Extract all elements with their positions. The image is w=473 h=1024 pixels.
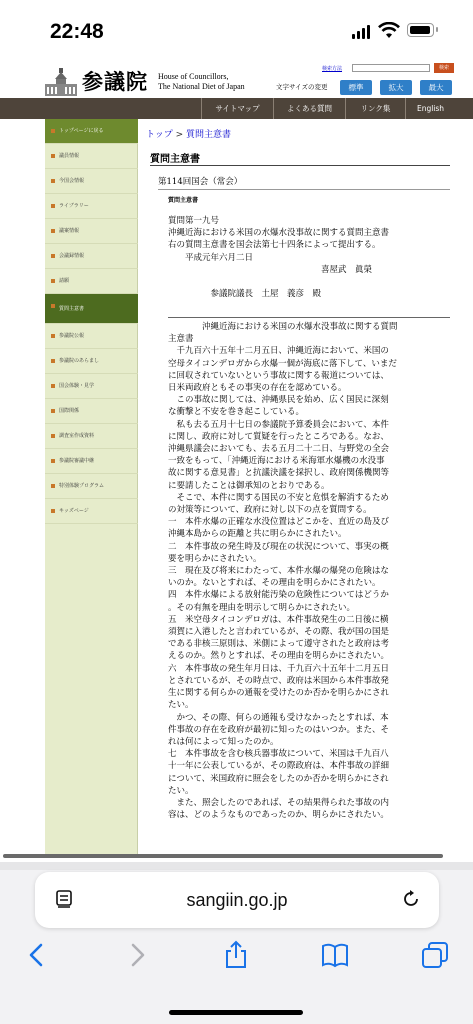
text-line: 質問第一九号 (168, 216, 220, 226)
sidebar-item-session[interactable]: 今国会情報 (45, 169, 138, 194)
document-subhead: 質問主意書 (168, 197, 199, 204)
breadcrumb (146, 127, 231, 140)
sidebar (45, 119, 138, 857)
sidebar-item-bills[interactable]: 議案情報 (45, 219, 138, 244)
diet-building-icon (44, 68, 78, 98)
text-line: とされているが、その時点で、政府は米国から本件事故発 (168, 675, 389, 686)
text-line: 沖縄近海における米国の水爆水没事故に関する質問 (168, 322, 398, 332)
breadcrumb-current[interactable]: 質問主意書 (186, 130, 232, 140)
nav-sitemap[interactable]: サイトマップ (201, 98, 273, 119)
text-line: えるのか。然りとすれば、その理由を明らかにされたい。 (168, 651, 390, 662)
text-line: 千九百六十五年十二月五日、沖縄近海において、米国の (168, 346, 389, 357)
sidebar-item-petitions[interactable]: 請願 (45, 269, 138, 294)
status-bar (0, 0, 473, 60)
text-line: 件事故の存在を政府が最初に知ったのはいつか。また、そ (168, 724, 390, 735)
session-heading: 第114回国会（常会） (158, 177, 243, 187)
bookmarks-icon[interactable] (320, 940, 350, 970)
search-input[interactable] (352, 64, 430, 72)
text-line: 一 本件水爆の正確な水没位置はどこかを、直近の島及び (168, 517, 390, 528)
share-icon[interactable] (221, 940, 251, 970)
text-line: たい。 (168, 785, 194, 796)
main-content (138, 119, 456, 857)
reload-icon[interactable] (401, 889, 421, 909)
text-line: 三 現在及び将来にわたって、本件水爆の爆発の危険はな (168, 566, 389, 577)
font-size-standard-button[interactable]: 標準 (340, 80, 372, 95)
font-size-large-button[interactable]: 拡大 (380, 80, 412, 95)
battery-icon (407, 23, 434, 37)
text-line: な衝撃と不安を巻き起こしている。 (168, 407, 305, 418)
nav-faq[interactable]: よくある質問 (273, 98, 345, 119)
text-line: 故に関する意見書」と抗議決議を採択し、政府関係機関等 (168, 468, 390, 479)
tab-peek (0, 862, 473, 870)
text-line: 五 米空母タイコンデロガは、本件事故発生の二日後に横 (168, 614, 389, 625)
logo-english-line1: House of Councillors, (158, 72, 229, 81)
text-line: 主意書 (168, 334, 194, 345)
text-line: について、米国政府に照会をしたのか否かを明らかにされ (168, 773, 389, 784)
session-divider (158, 189, 450, 190)
sidebar-item-broadcast[interactable]: 参議院審議中継 (45, 449, 138, 474)
text-line: 。その有無を理由を明示して明らかにされたい。 (168, 602, 356, 613)
text-line: 生に関する何らかの通報を受けたのか否かを明らかにされ (168, 688, 390, 699)
text-line: に回収されていないという事故に関する報道については、 (168, 370, 389, 381)
text-line: 右の質問主意書を国会法第七十四条によって提出する。 (168, 240, 381, 251)
sidebar-item-visit[interactable]: 国会体験・見学 (45, 374, 138, 399)
text-line: 喜屋武 眞榮 (168, 264, 373, 275)
horizontal-scrollbar[interactable] (3, 854, 443, 858)
logo-english[interactable] (158, 72, 245, 92)
text-line: 沖縄本島からの距離と共に明らかにされたい。 (168, 529, 347, 540)
forward-icon[interactable] (122, 940, 152, 970)
text-line: 須賀に入港したと言われているが、その際、我が国の国是 (168, 627, 390, 638)
logo-kanji[interactable]: 参議院 (82, 69, 148, 94)
text-line: に要請したことは御承知のとおりである。 (168, 480, 330, 491)
breadcrumb-top-link[interactable]: トップ (146, 130, 173, 140)
document-body (168, 321, 450, 821)
address-bar[interactable] (35, 872, 439, 928)
text-line: 要を明らかにされたい。 (168, 553, 262, 564)
page-title: 質問主意書 (150, 154, 200, 165)
text-line: 一致をもって、「沖縄近海における米海軍水爆機の水没事 (168, 456, 385, 467)
text-line: また、照会したのであれば、その結果得られた事故の内 (168, 797, 390, 808)
text-line: 二 本件事故の発生時及び現在の状況について、事実の概 (168, 541, 389, 552)
text-line: 容は、どのようなものであったのか、明らかにされたい。 (168, 810, 389, 821)
back-icon[interactable] (22, 940, 52, 970)
text-line: 六 本件事故の発生年月日は、千九百六十五年十二月五日 (168, 663, 390, 674)
text-line: 十一年に公表しているが、その際政府は、本件事故の詳細 (168, 761, 390, 772)
text-line: れは何によって知ったのか。 (168, 736, 279, 747)
site-header (0, 60, 473, 98)
text-line: この事故に関しては、沖縄県民を始め、広く国民に深刻 (168, 395, 389, 406)
sidebar-item-top[interactable]: トップページに戻る (45, 119, 138, 144)
sidebar-item-bulletin[interactable]: 参議院公報 (45, 324, 138, 349)
sidebar-item-questions[interactable]: 質問主意書 (45, 294, 138, 324)
font-size-label: 文字サイズの変更 (276, 83, 328, 91)
browser-toolbar (0, 862, 473, 1024)
tabs-icon[interactable] (420, 940, 450, 970)
nav-links[interactable]: リンク集 (345, 98, 405, 119)
sidebar-item-international[interactable]: 国際関係 (45, 399, 138, 424)
sidebar-item-kids[interactable]: キッズページ (45, 499, 138, 524)
text-line: 沖縄近海における米国の水爆水没事故に関する質問主意書 (168, 228, 390, 239)
search-help-link[interactable]: 検索方法 (322, 66, 343, 72)
text-line: 四 本件水爆による放射能汚染の危険性についてはどうか (168, 590, 389, 601)
text-line (168, 276, 450, 288)
search-button[interactable]: 検索 (434, 63, 454, 73)
text-line: 七 本件事故を含む核兵器事故について、米国は千九百八 (168, 749, 389, 760)
document-header (168, 215, 450, 300)
document-divider (168, 317, 450, 318)
text-line: たい。 (168, 700, 194, 711)
text-line: そこで、本件に関する国民の不安と危惧を解消するため (168, 492, 389, 503)
home-indicator (169, 1010, 303, 1015)
text-line: の対策等について、政府に対し以下の点を質問する。 (168, 505, 372, 516)
text-line: いのか。ないとすれば、その理由を明らかにされたい。 (168, 578, 381, 589)
text-line: 私も去る五月十七日の参議院予算委員会において、本件 (168, 419, 389, 430)
text-line: 空母タイコンデロガから水爆一個が海底に落下して、いまだ (168, 358, 397, 369)
nav-english[interactable]: English (405, 98, 455, 119)
breadcrumb-separator: > (175, 130, 184, 140)
url-text: sangiin.go.jp (186, 890, 288, 910)
text-line: 沖縄県議会においても、去る五月二十二日、与野党の全会 (168, 444, 390, 455)
text-line: かつ、その際、何らの通報も受けなかったとすれば、本 (168, 712, 389, 723)
text-line: 日米両政府ともその事実の存在を認めている。 (168, 383, 347, 394)
text-line: である非核三原則は、米側によって遵守されたと政府は考 (168, 639, 390, 650)
status-time: 22:48 (50, 20, 104, 43)
sidebar-item-program[interactable]: 特別体験プログラム (45, 474, 138, 499)
sidebar-item-members[interactable]: 議員情報 (45, 144, 138, 169)
sidebar-item-minutes[interactable]: 会議録情報 (45, 244, 138, 269)
sidebar-item-research[interactable]: 調査室作成資料 (45, 424, 138, 449)
text-line: 平成元年六月二日 (168, 252, 254, 263)
font-size-max-button[interactable]: 最大 (420, 80, 452, 95)
sidebar-item-overview[interactable]: 参議院のあらまし (45, 349, 138, 374)
text-line: 参議院議長 土屋 義彦 殿 (168, 289, 322, 300)
logo-english-line2: The National Diet of Japan (158, 82, 245, 91)
top-nav (0, 98, 473, 119)
wifi-icon (378, 22, 400, 40)
signal-icon (352, 25, 372, 39)
text-line: に関し、政府に対して質疑を行ったところである。なお、 (168, 431, 389, 442)
sidebar-item-library[interactable]: ライブラリー (45, 194, 138, 219)
title-divider (150, 165, 450, 166)
